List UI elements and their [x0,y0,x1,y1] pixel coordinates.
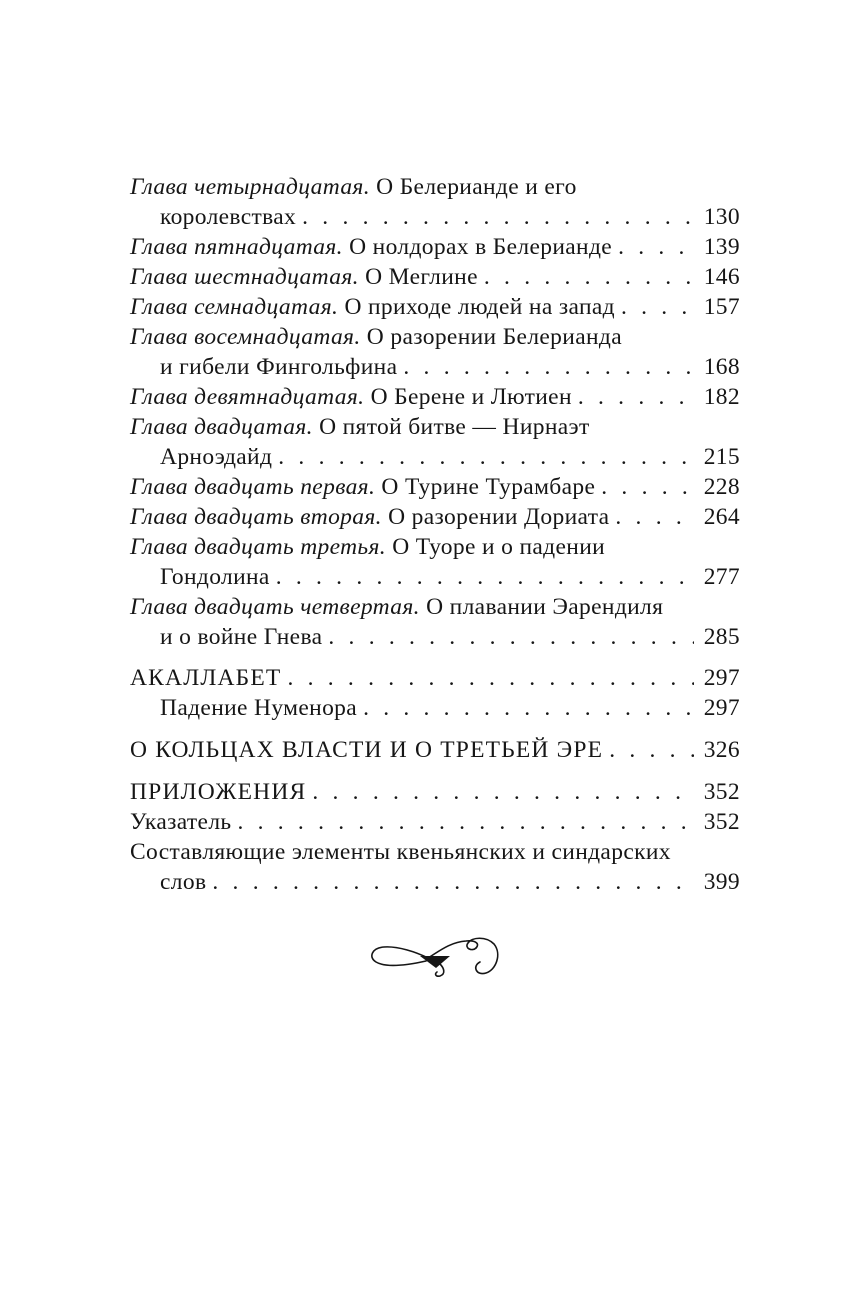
chapter-label: Глава двадцатая. [130,414,313,440]
dot-leader [484,262,694,292]
dot-leader [237,807,694,837]
page-number: 146 [703,264,740,290]
page-number: 352 [703,779,740,805]
toc-line [130,693,740,723]
toc-entry-word-elements[interactable] [130,837,740,897]
toc-line [130,735,740,765]
toc-entry-akallabeth[interactable] [130,663,740,693]
toc-line [130,412,740,442]
toc-line [130,807,740,837]
chapter-label: Глава двадцать вторая. [130,504,382,530]
page-number: 130 [703,204,740,230]
chapter-title: О Берене и Лютиен [370,384,572,410]
chapter-title: О Меглине [365,264,478,290]
page-number: 326 [703,737,740,763]
toc-entry-chapter-20[interactable] [130,412,740,472]
toc-line [130,292,740,322]
page-number: 157 [703,294,740,320]
toc-entry-rings-of-power[interactable] [130,735,740,765]
chapter-title: О Турине Турамбаре [381,474,596,500]
chapter-title-cont: и гибели Фингольфина [160,354,398,380]
chapter-title-cont: Арноэдайд [160,444,273,470]
chapter-title: О Туоре и о падении [392,534,606,560]
dot-leader [312,777,694,807]
toc-entry-chapter-14[interactable] [130,172,740,232]
chapter-title: О приходе людей на запад [344,294,615,320]
toc-line [130,352,740,382]
toc-line [130,202,740,232]
chapter-title-cont: и о войне Гнева [160,624,323,650]
toc-entry-chapter-23[interactable] [130,532,740,592]
toc-line [130,562,740,592]
chapter-label: Глава двадцать первая. [130,474,376,500]
toc-line [130,502,740,532]
chapter-title: О пятой битве — Нирнаэт [319,414,590,440]
toc-entry-chapter-15[interactable] [130,232,740,262]
subsection-title-cont: слов [160,869,207,895]
toc-line [130,622,740,652]
section-title: АКАЛЛАБЕТ [130,665,282,691]
toc-line [130,232,740,262]
toc-entry-chapter-19[interactable] [130,382,740,412]
chapter-label: Глава двадцать четвертая. [130,594,420,620]
toc-entry-chapter-17[interactable] [130,292,740,322]
toc-line [130,867,740,897]
toc-line [130,262,740,292]
page-number: 228 [703,474,740,500]
chapter-title: О нолдорах в Белерианде [349,234,613,260]
dot-leader [618,232,694,262]
toc-line [130,172,740,202]
chapter-title: О Белерианде и его [376,174,577,200]
chapter-label: Глава четырнадцатая. [130,174,370,200]
chapter-label: Глава восемнадцатая. [130,324,361,350]
toc-line [130,777,740,807]
page-number: 264 [703,504,740,530]
toc-line [130,442,740,472]
page-number: 277 [703,564,740,590]
subsection-title: Падение Нуменора [160,695,358,721]
dot-leader [276,562,694,592]
page-number: 182 [703,384,740,410]
toc-entry-chapter-16[interactable] [130,262,740,292]
subsection-title: Указатель [130,809,232,835]
page-number: 297 [703,665,740,691]
subsection-title: Составляющие элементы квеньянских и синдарских [130,839,671,865]
chapter-title-cont: королевствах [160,204,297,230]
page-number: 297 [703,695,740,721]
page-number: 399 [703,869,740,895]
section-title: О КОЛЬЦАХ ВЛАСТИ И О ТРЕТЬЕЙ ЭРЕ [130,737,604,763]
dot-leader [578,382,694,412]
page-number: 168 [703,354,740,380]
section-title: ПРИЛОЖЕНИЯ [130,779,307,805]
toc-line [130,472,740,502]
chapter-label: Глава девятнадцатая. [130,384,365,410]
toc-line [130,663,740,693]
chapter-title: О разорении Дориата [388,504,610,530]
chapter-label: Глава шестнадцатая. [130,264,359,290]
page-number: 352 [703,809,740,835]
chapter-label: Глава семнадцатая. [130,294,339,320]
toc-entry-chapter-21[interactable] [130,472,740,502]
dot-leader [302,202,694,232]
toc-entry-downfall-of-numenor[interactable] [130,693,740,723]
page-number: 215 [703,444,740,470]
chapter-label: Глава двадцать третья. [130,534,386,560]
dot-leader [615,502,694,532]
page-number: 285 [703,624,740,650]
toc-entry-chapter-24[interactable] [130,592,740,652]
toc-entry-index[interactable] [130,807,740,837]
toc-entry-appendices[interactable] [130,777,740,807]
toc-entry-chapter-22[interactable] [130,502,740,532]
toc-line [130,532,740,562]
dot-leader [287,663,694,693]
flourish-ornament-icon [368,934,502,978]
toc-line [130,322,740,352]
dot-leader [212,867,694,897]
dot-leader [328,622,694,652]
dot-leader [403,352,694,382]
chapter-label: Глава пятнадцатая. [130,234,343,260]
page-number: 139 [703,234,740,260]
dot-leader [609,735,694,765]
dot-leader [363,693,694,723]
toc-line [130,382,740,412]
toc-entry-chapter-18[interactable] [130,322,740,382]
dot-leader [278,442,694,472]
dot-leader [601,472,694,502]
chapter-title-cont: Гондолина [160,564,270,590]
chapter-title: О разорении Белерианда [366,324,623,350]
table-of-contents [130,172,740,897]
toc-line [130,837,740,867]
toc-line [130,592,740,622]
dot-leader [621,292,694,322]
chapter-title: О плавании Эарендиля [426,594,664,620]
